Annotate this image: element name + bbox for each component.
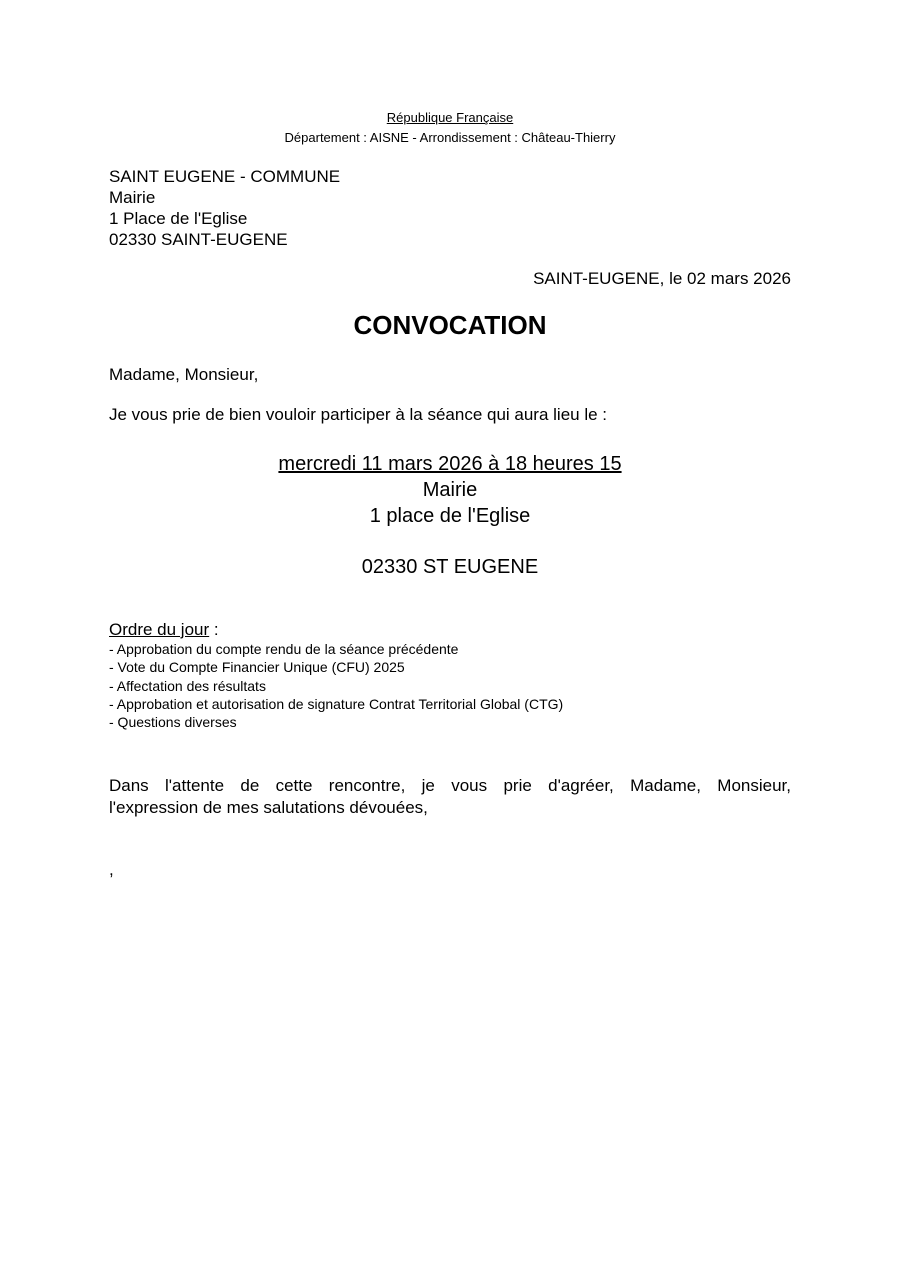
agenda-item: - Affectation des résultats [109, 678, 266, 694]
sender-postal: 02330 SAINT-EUGENE [109, 230, 288, 249]
closing-line-1: Dans l'attente de cette rencontre, je vous prie d'agréer, Madame, Monsieur, [109, 776, 791, 795]
invitation-text: Je vous prie de bien vouloir participer à la séance qui aura lieu le : [109, 405, 608, 424]
agenda-heading [109, 620, 219, 640]
department-header: Département : AISNE - Arrondissement : Château-Thierry [284, 130, 616, 145]
sender-mairie: Mairie [109, 188, 156, 207]
agenda-item: - Approbation et autorisation de signature Contrat Territorial Global (CTG) [109, 696, 564, 712]
meeting-street: 1 place de l'Eglise [369, 505, 531, 527]
agenda-item: - Approbation du compte rendu de la séance précédente [109, 641, 459, 657]
closing-paragraph [109, 775, 791, 819]
agenda-label-suffix: : [209, 620, 219, 639]
sender-street: 1 Place de l'Eglise [109, 209, 248, 228]
meeting-city: 02330 ST EUGENE [361, 556, 539, 578]
republic-header: République Française [386, 110, 514, 125]
agenda-item: - Questions diverses [109, 714, 237, 730]
sender-commune: SAINT EUGENE - COMMUNE [109, 167, 341, 186]
meeting-datetime: mercredi 11 mars 2026 à 18 heures 15 [278, 453, 622, 475]
document-title: CONVOCATION [353, 310, 547, 340]
closing-line-2: l'expression de mes salutations dévouées, [109, 798, 428, 817]
salutation: Madame, Monsieur, [109, 365, 259, 384]
signature-placeholder: , [109, 860, 114, 879]
date-line: SAINT-EUGENE, le 02 mars 2026 [533, 269, 791, 288]
meeting-place: Mairie [422, 479, 478, 501]
agenda-label: Ordre du jour [109, 620, 210, 639]
agenda-item: - Vote du Compte Financier Unique (CFU) 2025 [109, 659, 405, 675]
